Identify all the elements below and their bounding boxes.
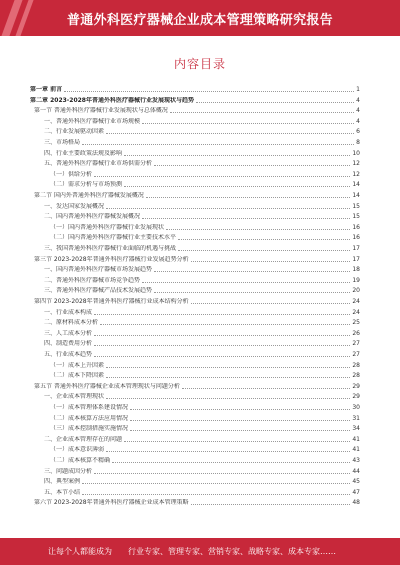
toc-entry-label: 一、行业成本构成 [44, 308, 93, 316]
toc-entry-page: 31 [352, 414, 360, 422]
toc-entry-page: 45 [352, 478, 360, 486]
dot-leader [94, 314, 350, 315]
toc-entry-page: 43 [352, 457, 360, 464]
page-footer [0, 538, 400, 565]
toc-entry-page: 48 [352, 499, 360, 507]
dot-leader [100, 324, 350, 325]
toc-entry-page: 4 [356, 96, 360, 104]
toc-entry-label: 第一章 前言 [30, 86, 63, 93]
toc-entry-page: 1 [356, 86, 360, 93]
dot-leader [94, 356, 350, 357]
toc-entry-label: 二、企业成本管理存在的问题 [44, 435, 123, 443]
dot-leader [94, 335, 350, 336]
toc-entry-label: 第六节 2023-2028年普通外科医疗器械企业成本管理策略 [34, 499, 189, 507]
toc-entry-page: 44 [352, 467, 360, 475]
toc-entry-label: 三、我国普通外科医疗器械行业面临的机遇与挑战 [44, 245, 177, 252]
footer-slogan-left: 让每个人都能成为 [48, 547, 112, 556]
toc-entry-label: 第三节 2023-2028年普通外科医疗器械行业发展趋势分析 [34, 255, 189, 263]
toc-entry[interactable] [30, 105, 360, 114]
toc-entry[interactable] [30, 137, 360, 146]
toc-entry-page: 17 [352, 255, 360, 263]
dot-leader [154, 165, 350, 166]
dot-leader [130, 409, 350, 410]
toc-entry[interactable] [30, 455, 360, 464]
toc-entry-label: （二）成本核算方法应用情况 [50, 414, 129, 422]
toc-entry-page: 15 [352, 213, 360, 221]
toc-entry-page: 17 [352, 245, 360, 252]
toc-entry-label: （一）成本意识薄弱 [50, 446, 105, 454]
toc-entry-page: 29 [352, 393, 360, 401]
dot-leader [170, 112, 354, 113]
toc-entry-label: 三、问题成因分析 [44, 467, 93, 475]
dot-leader [142, 123, 354, 124]
toc-entry[interactable] [30, 95, 360, 104]
dot-leader [154, 271, 350, 272]
toc-entry[interactable] [30, 296, 360, 305]
dot-leader [82, 144, 354, 145]
toc-entry-label: 五、本节小结 [44, 488, 81, 496]
toc-entry[interactable] [30, 434, 360, 443]
toc-entry[interactable] [30, 201, 360, 210]
dot-leader [196, 102, 354, 103]
dot-leader [106, 367, 350, 368]
toc-entry-label: 一、普通外科医疗器械行业市场规模 [44, 117, 141, 125]
toc-entry-label: 一、企业成本管理现状 [44, 393, 105, 401]
toc-entry-page: 34 [352, 425, 360, 433]
dot-leader [94, 345, 350, 346]
toc-entry-label: （一）成本上升因素 [50, 361, 105, 369]
dot-leader [166, 229, 350, 230]
toc-entry-label: 五、行业成本趋势 [44, 351, 93, 358]
toc-entry-page: 24 [352, 308, 360, 316]
toc-entry-label: 二、原材料成本分析 [44, 319, 99, 327]
dot-leader [142, 218, 350, 219]
toc-entry-label: 一、国内普通外科医疗器械市场发展趋势 [44, 266, 153, 274]
dot-leader [182, 388, 350, 389]
toc-entry[interactable] [30, 158, 360, 167]
dot-leader [124, 186, 350, 187]
toc-entry[interactable] [30, 169, 360, 178]
dot-leader [106, 133, 354, 134]
toc-entry-label: （一）国内普通外科医疗器械行业发展现状 [50, 223, 165, 231]
toc-entry-label: 三、普通外科医疗器械产品技术发展趋势 [44, 287, 153, 295]
toc-entry-page: 29 [352, 382, 360, 390]
dot-leader [64, 91, 354, 92]
toc-entry-page: 47 [352, 488, 360, 496]
toc-entry-label: （二）国内普通外科医疗器械行业主要技术水平 [50, 234, 177, 242]
toc-entry-label: （二）需求分析与市场预测 [50, 181, 123, 189]
toc-entry[interactable] [30, 338, 360, 347]
toc-entry-page: 10 [352, 149, 360, 157]
toc-entry[interactable] [30, 275, 360, 284]
toc-entry-page: 8 [356, 139, 360, 146]
toc-entry-page: 14 [352, 181, 360, 189]
toc-entry[interactable] [30, 222, 360, 231]
toc-entry[interactable] [30, 317, 360, 326]
toc-entry-label: （二）成本下降因素 [50, 372, 105, 380]
toc-entry-page: 24 [352, 298, 360, 305]
toc-entry-label: （二）成本核算不精确 [50, 457, 111, 464]
dot-leader [124, 155, 350, 156]
toc-entry[interactable] [30, 402, 360, 411]
toc-entry[interactable] [30, 126, 360, 135]
toc-entry-page: 41 [352, 435, 360, 443]
dot-leader [191, 303, 351, 304]
dot-leader [130, 430, 350, 431]
toc-entry-label: 四、行业主要政策法规及影响 [44, 149, 123, 157]
toc-entry[interactable] [30, 328, 360, 337]
toc-entry[interactable] [30, 476, 360, 485]
toc-entry-page: 4 [356, 107, 360, 115]
toc-entry-label: （一）供给分析 [50, 170, 93, 178]
toc-entry[interactable] [30, 381, 360, 390]
dot-leader [178, 239, 350, 240]
toc-entry[interactable] [30, 211, 360, 220]
dot-leader [106, 451, 350, 452]
toc-entry-label: 一、发达国家发展概况 [44, 202, 105, 210]
toc-entry[interactable] [30, 487, 360, 496]
toc-entry-page: 20 [352, 287, 360, 295]
toc-entry[interactable] [30, 370, 360, 379]
toc-entry-label: 第二章 2023-2028年普通外科医疗器械行业发展现状与趋势 [30, 96, 194, 104]
toc-heading: 内容目录 [173, 57, 226, 71]
toc-entry-label: 第一节 普通外科医疗器械行业发展现状与总体概况 [34, 107, 168, 115]
toc-entry-page: 19 [352, 276, 360, 284]
toc-entry-page: 12 [352, 160, 360, 168]
toc-entry-page: 6 [356, 128, 360, 136]
toc-entry-label: （一）成本管理体系建设情况 [50, 404, 129, 411]
toc-entry-page: 15 [352, 202, 360, 210]
dot-leader [106, 377, 350, 378]
dot-leader [94, 473, 350, 474]
dot-leader [106, 398, 350, 399]
toc-entry-label: 四、制造费用分析 [44, 340, 93, 348]
toc-entry-page: 16 [352, 223, 360, 231]
dot-leader [191, 504, 351, 505]
toc-entry[interactable] [30, 444, 360, 453]
toc-entry-label: 第五节 普通外科医疗器械企业成本管理现状与问题分析 [34, 382, 180, 390]
toc-entry-label: 三、人工成本分析 [44, 329, 93, 337]
footer-slogan-right: 行业专家、管理专家、营销专家、战略专家、成本专家…… [128, 547, 336, 556]
toc-entry[interactable] [30, 84, 360, 93]
report-title: 普通外科医疗器械企业成本管理策略研究报告 [66, 13, 333, 28]
toc-entry-label: 第四节 2023-2028年普通外科医疗器械行业成本结构分析 [34, 298, 189, 305]
toc-entry-page: 14 [352, 192, 360, 199]
toc-entry-page: 25 [352, 319, 360, 327]
dot-leader [82, 483, 350, 484]
dot-leader [106, 208, 350, 209]
toc-entry[interactable] [30, 466, 360, 475]
report-header [0, 0, 400, 36]
toc-entry-page: 16 [352, 234, 360, 242]
toc-entry-page: 27 [352, 351, 360, 358]
toc-entry-page: 27 [352, 340, 360, 348]
toc-entry-page: 28 [352, 372, 360, 380]
toc-entry[interactable] [30, 285, 360, 294]
toc-entry[interactable] [30, 179, 360, 188]
toc-entry[interactable] [30, 148, 360, 157]
dot-leader [124, 441, 350, 442]
dot-leader [191, 261, 351, 262]
toc-entry-page: 26 [352, 329, 360, 337]
toc-entry[interactable] [30, 497, 360, 506]
toc-entry[interactable] [30, 423, 360, 432]
dot-leader [130, 420, 350, 421]
dot-leader [142, 282, 350, 283]
toc-entry-page: 28 [352, 361, 360, 369]
toc-entry-label: （三）成本控制措施实施情况 [50, 425, 129, 433]
toc-entry-page: 30 [352, 404, 360, 411]
toc-entry-page: 18 [352, 266, 360, 274]
toc-entry-label: 五、普通外科医疗器械行业市场供需分析 [44, 160, 153, 168]
dot-leader [112, 462, 350, 463]
toc-entry-label: 第二节 国内外普通外科医疗器械发展概况 [34, 192, 144, 199]
toc-entry[interactable] [30, 307, 360, 316]
toc-entry[interactable] [30, 116, 360, 125]
toc-entry-label: 二、行业发展驱动因素 [44, 128, 105, 136]
toc-entry[interactable] [30, 243, 360, 252]
dot-leader [82, 494, 350, 495]
toc-entry-page: 12 [352, 170, 360, 178]
toc-entry[interactable] [30, 391, 360, 400]
toc-entry-page: 4 [356, 117, 360, 125]
toc-entry[interactable] [30, 360, 360, 369]
dot-leader [94, 176, 350, 177]
dot-leader [178, 250, 350, 251]
toc-entry-label: 四、典型案例 [44, 478, 81, 486]
toc-entry[interactable] [30, 190, 360, 199]
dot-leader [146, 197, 350, 198]
toc-entry-page: 41 [352, 446, 360, 454]
toc-entry-label: 二、国内普通外科医疗器械发展概况 [44, 213, 141, 221]
toc-entry[interactable] [30, 413, 360, 422]
dot-leader [154, 292, 350, 293]
toc-entry[interactable] [30, 349, 360, 358]
toc-entry[interactable] [30, 254, 360, 263]
toc-entry[interactable] [30, 232, 360, 241]
toc-entry[interactable] [30, 264, 360, 273]
toc-entry-label: 二、普通外科医疗器械市场竞争趋势 [44, 276, 141, 284]
toc-entry-label: 三、市场格局 [44, 139, 81, 146]
